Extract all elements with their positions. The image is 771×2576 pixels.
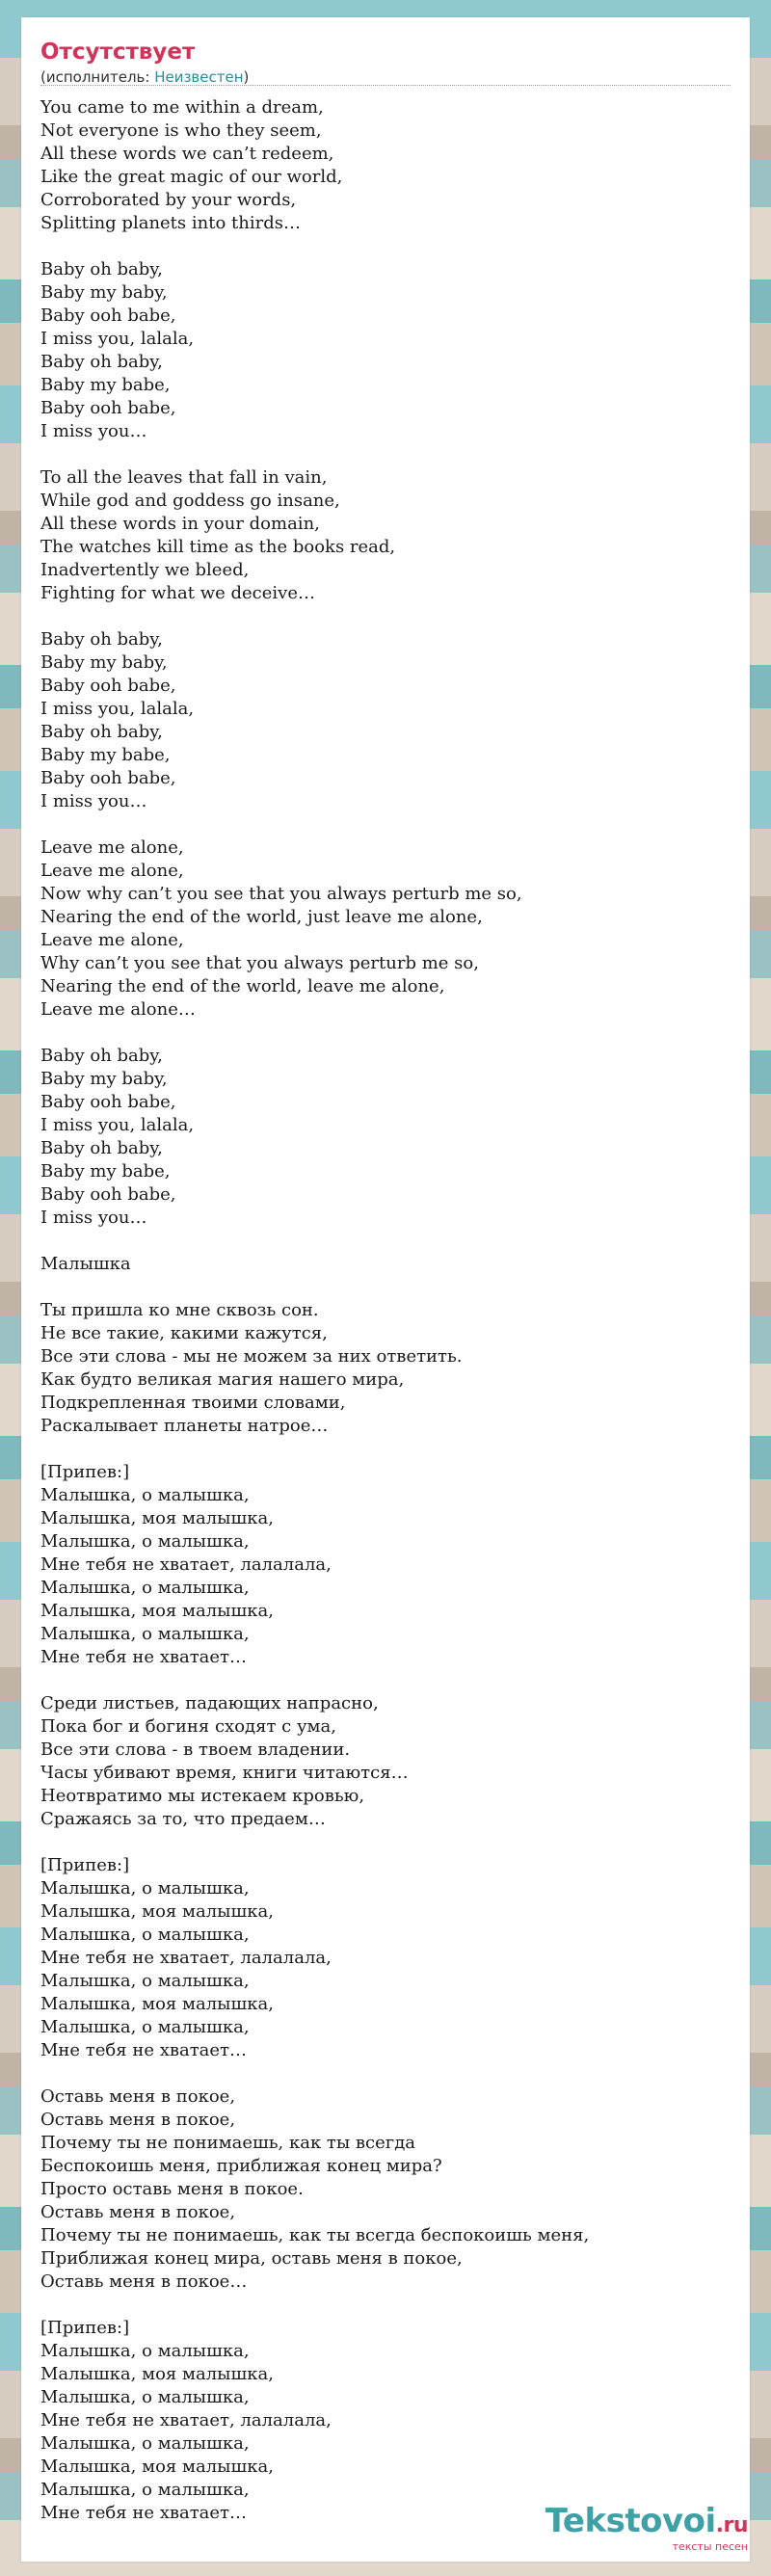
header-divider (40, 85, 731, 86)
lyric-line: Baby my baby, (40, 282, 168, 303)
lyric-line: Мне тебя не хватает… (40, 1647, 248, 1667)
lyric-line: Малышка (40, 1254, 131, 1274)
lyric-line: While god and goddess go insane, (40, 491, 340, 511)
lyric-line: Малышка, о малышка, (40, 1925, 250, 1945)
lyric-line: Why can’t you see that you always perturb me so, (40, 953, 479, 973)
lyric-line (40, 443, 734, 466)
lyric-line: Почему ты не понимаешь, как ты всегда (40, 2133, 416, 2153)
artist-suffix: ) (243, 68, 250, 86)
lyric-line: Оставь меня в покое, (40, 2202, 236, 2222)
lyric-line: Сражаясь за то, что предаем… (40, 1809, 326, 1829)
artist-prefix: (исполнитель: (40, 68, 155, 86)
lyric-line: Baby ooh babe, (40, 676, 176, 696)
lyric-line: I miss you, lalala, (40, 329, 195, 349)
lyric-line: Splitting planets into thirds… (40, 213, 301, 233)
lyric-line: Not everyone is who they seem, (40, 120, 322, 141)
lyric-line: I miss you, lalala, (40, 699, 195, 719)
lyric-line (40, 1022, 734, 1045)
lyric-line: Baby ooh babe, (40, 305, 176, 326)
lyric-line: [Припев:] (40, 1462, 130, 1482)
lyric-line: Малышка, о малышка, (40, 1971, 250, 1991)
lyric-line: Малышка, о малышка, (40, 2433, 250, 2454)
lyric-line: Мне тебя не хватает, лалалала, (40, 1554, 332, 1575)
lyric-line: Малышка, моя малышка, (40, 1508, 274, 1528)
lyric-line: You came to me within a dream, (40, 97, 324, 118)
lyrics-text (40, 96, 734, 2525)
lyric-line (40, 235, 734, 258)
lyric-line: Оставь меня в покое… (40, 2271, 248, 2292)
lyric-line: Малышка, моя малышка, (40, 1901, 274, 1922)
artist-line (40, 67, 731, 87)
lyric-line: All these words we can’t redeem, (40, 144, 334, 164)
lyric-line: Подкрепленная твоими словами, (40, 1393, 346, 1413)
lyrics-card (21, 17, 750, 2562)
lyric-line: Оставь меня в покое, (40, 2086, 236, 2107)
lyric-line: Nearing the end of the world, leave me alone, (40, 976, 445, 996)
lyric-line: I miss you… (40, 1208, 147, 1228)
lyric-line: Nearing the end of the world, just leave me alone, (40, 907, 483, 927)
lyric-line (40, 1438, 734, 1461)
lyric-line: Мне тебя не хватает, лалалала, (40, 2410, 332, 2430)
lyric-line: Пока бог и богиня сходят с ума, (40, 1716, 336, 1737)
lyric-line: I miss you… (40, 421, 147, 441)
lyric-line: Мне тебя не хватает… (40, 2503, 248, 2523)
lyric-line: Baby my baby, (40, 1069, 168, 1089)
lyric-line: Baby ooh babe, (40, 398, 176, 418)
lyric-line: Не все такие, какими кажутся, (40, 1323, 328, 1343)
lyric-line: Corroborated by your words, (40, 190, 297, 210)
lyric-line: Малышка, моя малышка, (40, 1994, 274, 2014)
logo-tagline: тексты песен (672, 2540, 748, 2553)
artist-link[interactable]: Неизвестен (154, 68, 244, 86)
lyric-line: Fighting for what we deceive… (40, 583, 315, 603)
lyric-line: Baby oh baby, (40, 629, 163, 650)
lyric-line (40, 813, 734, 837)
lyric-line: Неотвратимо мы истекаем кровью, (40, 1786, 365, 1806)
lyric-line: Как будто великая магия нашего мира, (40, 1369, 405, 1390)
lyric-line: Раскалывает планеты натрое… (40, 1416, 329, 1436)
lyric-line: Now why can’t you see that you always perturb me so, (40, 884, 522, 904)
song-title: Отсутствует (40, 40, 196, 65)
lyric-line: Baby my baby, (40, 652, 168, 673)
lyric-line: Baby oh baby, (40, 259, 163, 279)
lyric-line: All these words in your domain, (40, 514, 320, 534)
lyric-line: Baby ooh babe, (40, 768, 176, 788)
lyric-line: Просто оставь меня в покое. (40, 2179, 304, 2199)
lyric-line (40, 605, 734, 628)
lyric-line: Leave me alone, (40, 837, 184, 858)
lyric-line: Малышка, моя малышка, (40, 1601, 274, 1621)
lyric-line: Малышка, о малышка, (40, 1485, 250, 1505)
lyric-line: Мне тебя не хватает, лалалала, (40, 1948, 332, 1968)
lyric-line (40, 1276, 734, 1299)
lyric-line: Leave me alone, (40, 930, 184, 950)
song-header (40, 39, 731, 87)
lyric-line: Baby my babe, (40, 745, 171, 765)
lyric-line: To all the leaves that fall in vain, (40, 467, 328, 488)
logo-brand: Tekstovoi (545, 2502, 716, 2540)
lyric-line: Малышка, о малышка, (40, 2017, 250, 2037)
lyric-line: Все эти слова - в твоем владении. (40, 1739, 351, 1760)
lyric-line: Малышка, о малышка, (40, 1578, 250, 1598)
lyric-line: Мне тебя не хватает… (40, 2040, 248, 2060)
lyric-line (40, 2062, 734, 2085)
lyric-line: Leave me alone, (40, 861, 184, 881)
lyric-line: I miss you… (40, 791, 147, 811)
lyric-line (40, 2294, 734, 2317)
lyric-line: Малышка, о малышка, (40, 2387, 250, 2407)
lyric-line: The watches kill time as the books read, (40, 537, 396, 557)
lyric-line: [Припев:] (40, 1855, 130, 1875)
lyric-line: Baby ooh babe, (40, 1092, 176, 1112)
lyric-line: Малышка, о малышка, (40, 2480, 250, 2500)
lyric-line (40, 1831, 734, 1854)
lyric-line: Baby oh baby, (40, 1138, 163, 1158)
lyric-line: Часы убивают время, книги читаются… (40, 1763, 409, 1783)
logo-tld: .ru (715, 2513, 748, 2537)
lyric-line: Приближая конец мира, оставь меня в покое, (40, 2248, 463, 2269)
lyric-line: Малышка, моя малышка, (40, 2364, 274, 2384)
lyric-line: Baby oh baby, (40, 1046, 163, 1066)
lyric-line (40, 1669, 734, 1692)
lyric-line: Ты пришла ко мне сквозь сон. (40, 1300, 319, 1320)
lyric-line: Все эти слова - мы не можем за них ответить. (40, 1346, 463, 1367)
lyric-line: Малышка, о малышка, (40, 1624, 250, 1644)
lyric-line: Малышка, о малышка, (40, 2341, 250, 2361)
lyric-line: Leave me alone… (40, 999, 196, 1020)
lyric-line: Малышка, о малышка, (40, 1878, 250, 1899)
lyric-line: Inadvertently we bleed, (40, 560, 250, 580)
site-logo[interactable] (545, 2504, 748, 2553)
lyric-line: Baby oh baby, (40, 722, 163, 742)
lyric-line: I miss you, lalala, (40, 1115, 195, 1135)
lyric-line: Среди листьев, падающих напрасно, (40, 1693, 379, 1713)
lyric-line: Оставь меня в покое, (40, 2110, 236, 2130)
lyric-line (40, 1230, 734, 1253)
lyric-line: Baby ooh babe, (40, 1184, 176, 1205)
lyric-line: Почему ты не понимаешь, как ты всегда беспокоишь меня, (40, 2225, 590, 2245)
lyric-line: Like the great magic of our world, (40, 167, 343, 187)
lyric-line: Baby my babe, (40, 375, 171, 395)
lyric-line: Малышка, моя малышка, (40, 2456, 274, 2477)
lyric-line: [Припев:] (40, 2318, 130, 2338)
lyric-line: Малышка, о малышка, (40, 1531, 250, 1552)
lyric-line: Беспокоишь меня, приближая конец мира? (40, 2156, 442, 2176)
lyric-line: Baby my babe, (40, 1161, 171, 1182)
lyric-line: Baby oh baby, (40, 352, 163, 372)
